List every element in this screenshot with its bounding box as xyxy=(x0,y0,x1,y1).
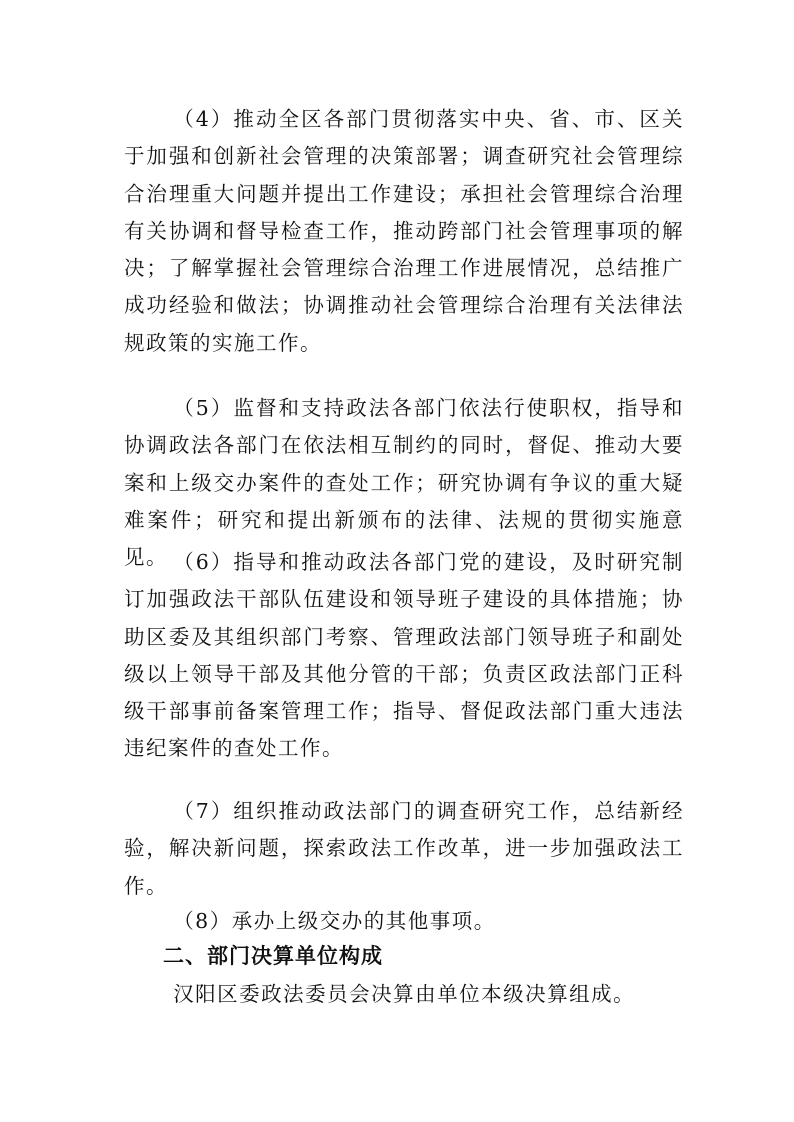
section-heading: 二、部门决算单位构成 xyxy=(163,944,383,968)
duty-item-8-paragraph: （8）承办上级交办的其他事项。 xyxy=(173,909,496,933)
duty-item-4-paragraph: （4）推动全区各部门贯彻落实中央、省、市、区关于加强和创新社会管理的决策部署；调查研究社会管理综合治理重大问题并提出工作建设；承担社会管理综合治理有关协调和督导检查工作，推动跨部门社会管理事项的解决；了解掌握社会管理综合治理工作进展情况，总结推广成功经验和做法；协调推动社会管理综合治理有关法律法规政策的实施工作。 xyxy=(124,107,684,355)
section-body-paragraph: 汉阳区委政法委员会决算由单位本级决算组成。 xyxy=(173,982,636,1006)
duty-item-6-paragraph: （6）指导和推动政法各部门党的建设，及时研究制订加强政法干部队伍建设和领导班子建设的具体措施；协助区委及其组织部门考察、管理政法部门领导班子和副处级以上领导干部及其他分管的干部；负责区政法部门正科级干部事前备案管理工作；指导、督促政法部门重大违法违纪案件的查处工作。 xyxy=(124,550,684,761)
duty-item-5-paragraph: （5）监督和支持政法各部门依法行使职权，指导和协调政法各部门在依法相互制约的同时，督促、推动大要案和上级交办案件的查处工作；研究协调有争议的重大疑难案件；研究和提出新颁布的法律、法规的贯彻实施意见。 xyxy=(124,396,684,570)
duty-item-7-paragraph: （7）组织推动政法部门的调查研究工作，总结新经验，解决新问题，探索政法工作改革，进一步加强政法工作。 xyxy=(124,799,684,898)
